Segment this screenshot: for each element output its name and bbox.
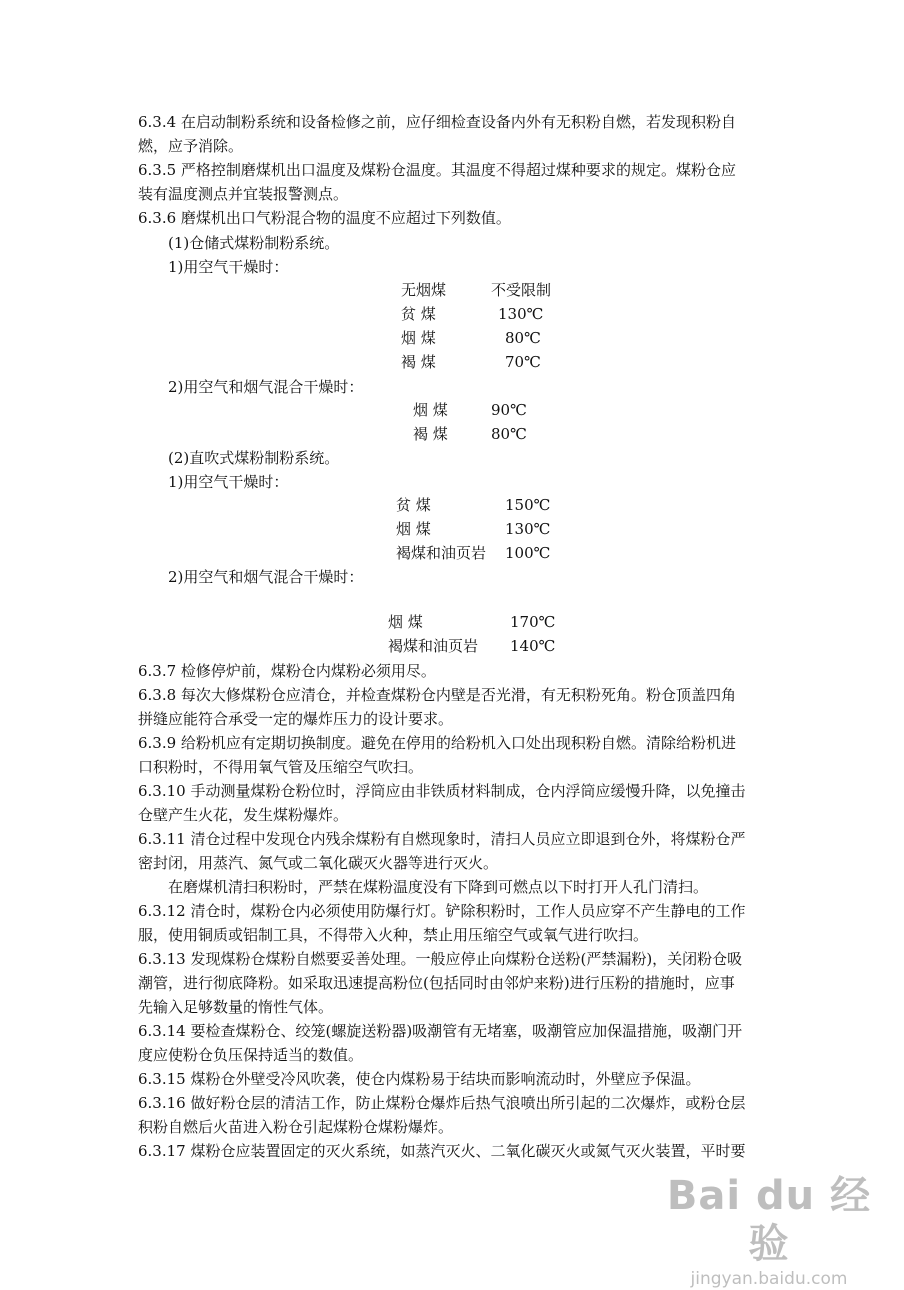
watermark-logo: Bai du 经验 (666, 1173, 872, 1267)
subsection-air-drying-2: 1)用空气干燥时： (168, 473, 289, 491)
clause-6-3-8-line2: 拼缝应能符合承受一定的爆炸压力的设计要求。 (138, 710, 454, 728)
coal-type: 褐煤和油页岩 (396, 544, 487, 562)
clause-6-3-16-line2: 积粉自燃后火苗进入粉仓引起煤粉仓煤粉爆炸。 (138, 1118, 454, 1136)
clause-6-3-12-line2: 服，使用铜质或铝制工具，不得带入火种，禁止用压缩空气或氧气进行吹扫。 (138, 926, 649, 944)
clause-6-3-14-line1: 6.3.14 要检查煤粉仓、绞笼(螺旋送粉器)吸潮管有无堵塞，吸潮管应加保温措施，吸潮门开 (138, 1022, 743, 1040)
coal-type: 褐煤和油页岩 (388, 637, 479, 655)
temperature-value: 130℃ (505, 520, 551, 538)
coal-type: 贫 煤 (396, 496, 431, 514)
clause-6-3-14-line2: 度应使粉仓负压保持适当的数值。 (138, 1046, 364, 1064)
clause-6-3-12-line1: 6.3.12 清仓时，煤粉仓内必须使用防爆行灯。铲除积粉时，工作人员应穿不产生静电的工作 (138, 902, 746, 920)
clause-6-3-6: 6.3.6 磨煤机出口气粉混合物的温度不应超过下列数值。 (138, 209, 511, 227)
coal-type: 褐 煤 (401, 353, 436, 371)
temperature-value: 150℃ (505, 496, 551, 514)
clause-6-3-9-line1: 6.3.9 给粉机应有定期切换制度。避免在停用的给粉机入口处出现积粉自燃。清除给粉机进 (138, 734, 736, 752)
clause-6-3-13-line3: 先输入足够数量的惰性气体。 (138, 998, 334, 1016)
clause-6-3-4-line1: 6.3.4 在启动制粉系统和设备检修之前，应仔细检查设备内外有无积粉自燃，若发现积粉自 (138, 113, 736, 131)
temperature-value: 130℃ (498, 305, 544, 323)
coal-type: 无烟煤 (401, 281, 447, 299)
subsection-direct-system: (2)直吹式煤粉制粉系统。 (168, 449, 340, 467)
clause-6-3-17-line1: 6.3.17 煤粉仓应装置固定的灭火系统，如蒸汽灭火、二氧化碳灭火或氮气灭火装置，平时要 (138, 1142, 746, 1160)
clause-6-3-10-line1: 6.3.10 手动测量煤粉仓粉位时，浮筒应由非铁质材料制成，仓内浮筒应缓慢升降，以免撞击 (138, 782, 746, 800)
clause-6-3-5-line1: 6.3.5 严格控制磨煤机出口温度及煤粉仓温度。其温度不得超过煤种要求的规定。煤粉仓应 (138, 161, 736, 179)
clause-6-3-5-line2: 装有温度测点并宜装报警测点。 (138, 185, 349, 203)
subsection-storage-system: (1)仓储式煤粉制粉系统。 (168, 234, 340, 252)
temperature-value: 100℃ (505, 544, 551, 562)
subsection-air-drying: 1)用空气干燥时： (168, 258, 289, 276)
watermark-url: jingyan.baidu.com (690, 1269, 848, 1289)
temperature-value: 170℃ (510, 613, 556, 631)
coal-type: 烟 煤 (413, 401, 448, 419)
clause-6-3-13-line1: 6.3.13 发现煤粉仓煤粉自燃要妥善处理。一般应停止向煤粉仓送粉(严禁漏粉)，关闭粉仓吸 (138, 950, 743, 968)
coal-type: 烟 煤 (388, 613, 423, 631)
coal-type: 烟 煤 (396, 520, 431, 538)
temperature-value: 140℃ (510, 637, 556, 655)
temperature-value: 80℃ (505, 329, 541, 347)
clause-6-3-11-line1: 6.3.11 清仓过程中发现仓内残余煤粉有自燃现象时，清扫人员应立即退到仓外，将煤粉仓严 (138, 830, 746, 848)
temperature-value: 70℃ (505, 353, 541, 371)
clause-6-3-10-line2: 仓壁产生火花，发生煤粉爆炸。 (138, 806, 349, 824)
temperature-value: 90℃ (491, 401, 527, 419)
clause-6-3-7: 6.3.7 检修停炉前，煤粉仓内煤粉必须用尽。 (138, 662, 436, 680)
subsection-mixed-drying: 2)用空气和烟气混合干燥时： (168, 378, 364, 396)
clause-6-3-15: 6.3.15 煤粉仓外壁受冷风吹袭，使仓内煤粉易于结块而影响流动时，外壁应予保温。 (138, 1070, 701, 1088)
baidu-jingyan-watermark (654, 1172, 884, 1289)
temperature-value: 不受限制 (491, 281, 552, 299)
clause-6-3-9-line2: 口积粉时，不得用氧气管及压缩空气吹扫。 (138, 758, 424, 776)
subsection-mixed-drying-2: 2)用空气和烟气混合干燥时： (168, 568, 364, 586)
clause-6-3-11-note: 在磨煤机清扫积粉时，严禁在煤粉温度没有下降到可燃点以下时打开人孔门清扫。 (168, 878, 709, 896)
coal-type: 褐 煤 (413, 425, 448, 443)
clause-6-3-8-line1: 6.3.8 每次大修煤粉仓应清仓，并检查煤粉仓内壁是否光滑，有无积粉死角。粉仓顶盖四角 (138, 686, 736, 704)
clause-6-3-16-line1: 6.3.16 做好粉仓层的清洁工作，防止煤粉仓爆炸后热气浪喷出所引起的二次爆炸，或粉仓层 (138, 1094, 746, 1112)
temperature-value: 80℃ (491, 425, 527, 443)
coal-type: 贫 煤 (401, 305, 436, 323)
clause-6-3-4-line2: 燃，应予消除。 (138, 137, 244, 155)
clause-6-3-13-line2: 潮管，进行彻底降粉。如采取迅速提高粉位(包括同时由邻炉来粉)进行压粉的措施时，应事 (138, 974, 735, 992)
clause-6-3-11-line2: 密封闭，用蒸汽、氮气或二氧化碳灭火器等进行灭火。 (138, 854, 499, 872)
coal-type: 烟 煤 (401, 329, 436, 347)
